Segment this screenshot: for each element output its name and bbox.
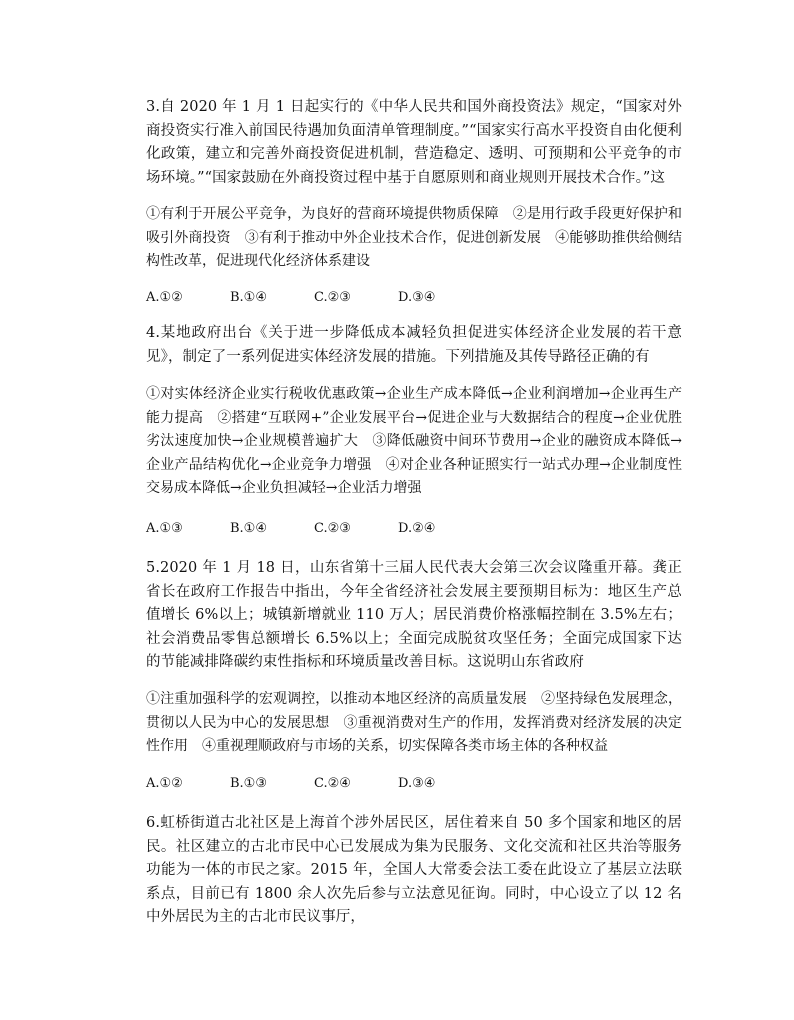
question-6-stem: 6.虹桥街道古北社区是上海首个涉外居民区，居住着来自 50 多个国家和地区的居民。社区建立的古北市民中心已发展成为集为民服务、文化交流和社区共治等服务功能为一体的市民之家。2015 年，全国人大常委会法工委在此设立了基层立法联系点，目前已有 1800 余人次先后参与立法意见征询。同时，中心设立了以 12 名中外居民为主的古北市民议事厅， [146, 815, 682, 925]
question-5-stem: 5.2020 年 1 月 18 日，山东省第十三届人民代表大会第三次会议隆重开幕。龚正省长在政府工作报告中指出，今年全省经济社会发展主要预期目标为：地区生产总值增长 6%以上；城镇新增就业 110 万人；居民消费价格涨幅控制在 3.5%左右；社会消费品零售总额增长 6.5%以上；全面完成脱贫攻坚任务；全面完成国家下达的节能减排降碳约束性指标和环境质量改善目标。这说明山东省政府 [146, 560, 682, 670]
question-4-stem: 4.某地政府出台《关于进一步降低成本减轻负担促进实体经济企业发展的若干意见》，制定了一系列促进实体经济发展的措施。下列措施及其传导路径正确的有 [146, 325, 682, 365]
question-3-options: ①有利于开展公平竞争，为良好的营商环境提供物质保障 ②是用行政手段更好保护和吸引外商投资 ③有利于推动中外企业技术合作，促进创新发展 ④能够助推供给侧结构性改革，促进现代化经济体系建设 [146, 206, 682, 269]
choice-c: C.②③ [314, 521, 351, 536]
choice-c: C.②④ [314, 776, 351, 791]
choice-d: D.③④ [398, 776, 436, 791]
choice-d: D.③④ [398, 290, 436, 305]
choice-d: D.②④ [398, 521, 436, 536]
question-5-options: ①注重加强科学的宏观调控，以推动本地区经济的高质量发展 ②坚持绿色发展理念，贯彻以人民为中心的发展思想 ③重视消费对生产的作用，发挥消费对经济发展的决定性作用 ④重视理顺政府与市场的关系，切实保障各类市场主体的各种权益 [146, 691, 682, 754]
question-5-choices [146, 773, 546, 795]
choice-b: B.①④ [230, 521, 267, 536]
choice-a: A.①② [146, 776, 183, 791]
question-3-choices [146, 287, 546, 309]
question-3-stem: 3.自 2020 年 1 月 1 日起实行的《中华人民共和国外商投资法》规定，“国家对外商投资实行准入前国民待遇加负面清单管理制度。”“国家实行高水平投资自由化便利化政策，建立和完善外商投资促进机制，营造稳定、透明、可预期和公平竞争的市场环境。”“国家鼓励在外商投资过程中基于自愿原则和商业规则开展技术合作。”这 [146, 99, 682, 186]
question-4-options: ①对实体经济企业实行税收优惠政策→企业生产成本降低→企业利润增加→企业再生产能力提高 ②搭建“互联网+”企业发展平台→促进企业与大数据结合的程度→企业优胜劣汰速度加快→企业规模普遍扩大 ③降低融资中间环节费用→企业的融资成本降低→企业产品结构优化→企业竞争力增强 ④对企业各种证照实行一站式办理→企业制度性交易成本降低→企业负担减轻→企业活力增强 [146, 386, 682, 496]
choice-b: B.①④ [230, 290, 267, 305]
question-4-choices [146, 518, 546, 540]
choice-b: B.①③ [230, 776, 267, 791]
choice-a: A.①② [146, 290, 183, 305]
choice-a: A.①③ [146, 521, 183, 536]
choice-c: C.②③ [314, 290, 351, 305]
